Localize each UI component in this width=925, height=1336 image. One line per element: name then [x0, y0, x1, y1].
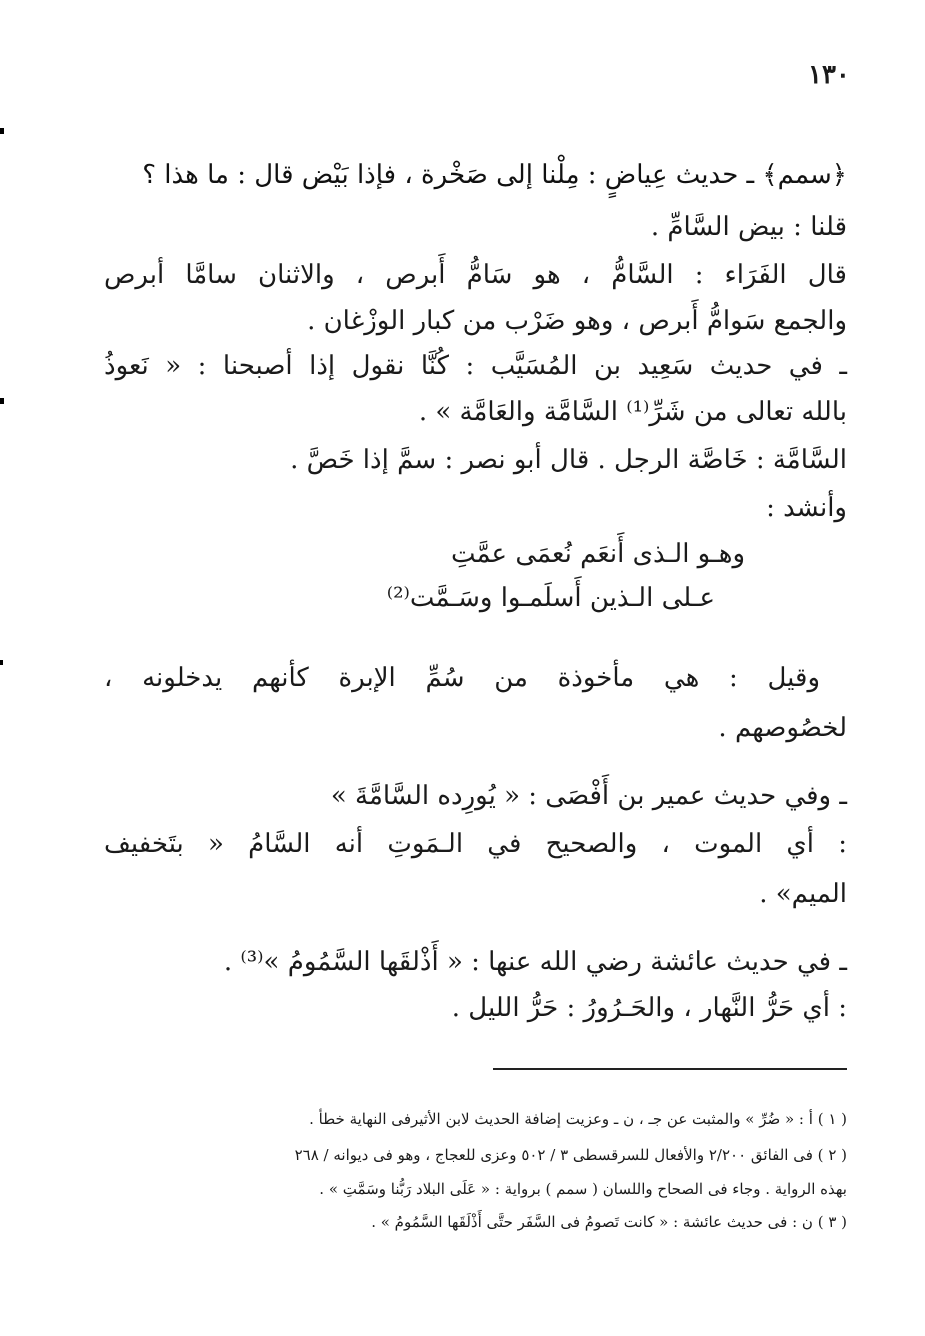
text-line-7: السَّامَّة : خَاصَّة الرجل . قال أبو نصر : سمَّ إذا خَصَّ .: [290, 445, 847, 475]
text-line-1: ﴿سمم﴾ ـ حديث عِياضٍ : مِلْنا إلى صَخْرة ، فإذا بَيْض قال : ما هذا ؟: [142, 160, 847, 190]
footnote-2-continuation: بهذه الرواية . وجاء فى الصحاح واللسان ( سمم ) برواية : « عَلَى البلاد رَبُّنا وسَمَّتِ » .: [319, 1180, 847, 1198]
footnote-3: ( ٣ ) ن : فى حديث عائشة : « كانت تَصومُ فى السَّفَر حتَّى أَذْلَقَها السَّمُومُ » .: [371, 1213, 847, 1231]
text-line-3: قال الفَرَاء : السَّامُّ ، هو سَامُّ أَبرص ، والاثنان سامَّا أبرص: [104, 260, 847, 290]
scan-mark: [0, 398, 4, 404]
page-number: ١٣٠: [808, 60, 850, 90]
footnote-1: ( ١ ) أ : « ضُرِّ » والمثبت عن جـ ، ن ـ وعزيت إضافة الحديث لابن الأثيرفى النهاية خطأ .: [309, 1110, 847, 1128]
text-line-8: وأنشد :: [766, 493, 847, 523]
text-line-6: بالله تعالى من شَرِّ⁽¹⁾ السَّامَّة والعَامَّة » .: [418, 397, 847, 427]
text-line-11: ـ وفي حديث عمير بن أَفْصَى : « يُورِده السَّامَّةَ »: [330, 781, 847, 811]
scan-mark: [0, 660, 3, 665]
text-line-12: : أي الموت ، والصحيح في الـمَوتِ أنه السَّامُ « بتَخفيف: [104, 829, 847, 859]
text-line-4: والجمع سَوامُّ أَبرص ، وهو ضَرْب من كبار الوزْغان .: [307, 306, 847, 336]
verse-line-1: وهـو الـذى أَنعَم نُعمَى عمَّتِ: [451, 539, 745, 569]
text-line-2: قلنا : بيض السَّامِّ .: [650, 212, 847, 242]
text-line-9: وقيل : هي مأخوذة من سُمِّ الإبرة كأنهم يدخلونه ،: [104, 663, 820, 693]
footnote-divider: [493, 1068, 847, 1070]
text-line-15: : أي حَرُّ النَّهار ، والحَـرُورُ : حَرُّ الليل .: [451, 993, 847, 1023]
footnote-2: ( ٢ ) فى الفائق ٢/٢٠٠ والأفعال للسرقسطى ٣ / ٥٠٢ وعزى للعجاج ، وهو فى ديوانه / ٢٦٨: [294, 1146, 847, 1164]
text-line-10: لخصُوصهم .: [718, 713, 847, 743]
text-line-14: ـ في حديث عائشة رضي الله عنها : « أَذْلقَها السَّمُومُ »⁽³⁾ .: [223, 947, 847, 977]
text-line-5: ـ في حديث سَعِيد بن المُسَيَّب : كُنَّا نقول إذا أصبحنا : « نَعوذُ: [104, 351, 847, 381]
scan-mark: [0, 128, 4, 134]
verse-line-2: عـلى الـذين أَسلَمـوا وسَـمَّت⁽²⁾: [386, 583, 715, 613]
text-line-13: الميم» .: [759, 879, 847, 909]
